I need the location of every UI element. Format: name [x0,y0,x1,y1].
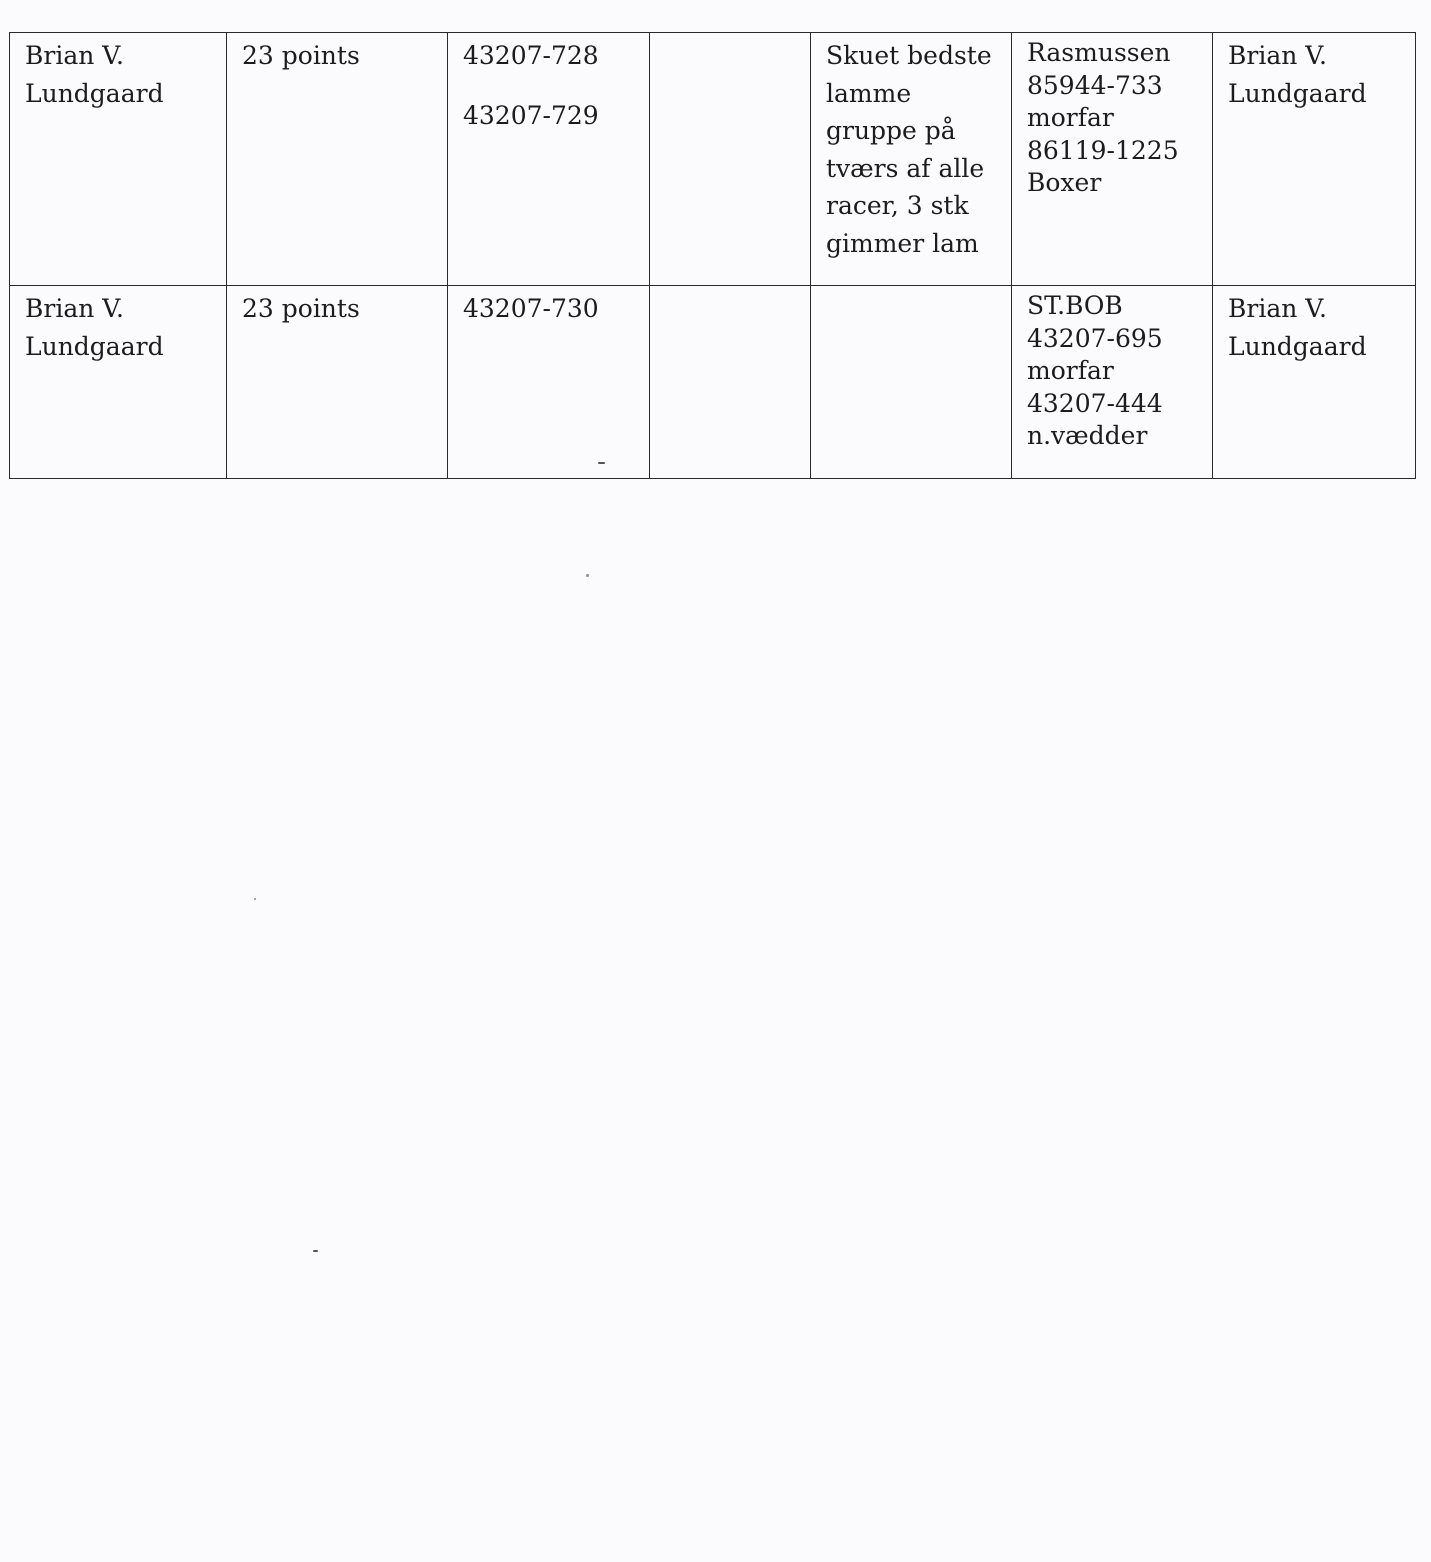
lineage-line: 43207-695 [1027,323,1163,353]
scan-speck [586,574,589,577]
description-cell [811,33,1012,286]
table-row [10,33,1416,286]
lineage-cell [1012,33,1213,286]
description-cell [811,286,1012,479]
points-cell [227,33,448,286]
ids-cell [448,33,650,286]
scan-speck [254,898,256,900]
owner-line: Lundgaard [25,78,164,108]
owner-cell [10,33,227,286]
lineage-line: Rasmussen [1027,38,1171,67]
table-row [10,286,1416,479]
points-text: 23 points [242,294,360,323]
empty-cell [650,33,811,286]
breeder-line: Brian V. [1228,294,1327,323]
description-line: lamme [826,78,912,108]
owner-line: Lundgaard [25,331,164,361]
empty-cell [650,286,811,479]
lineage-line: 43207-444 [1027,388,1163,418]
description-line: tværs af alle [826,153,985,183]
lineage-line: Boxer [1027,168,1102,197]
animal-id: 43207-729 [463,100,599,130]
document-table [9,32,1416,479]
breeder-cell [1213,286,1416,479]
animal-id: 43207-728 [463,41,599,70]
points-cell [227,286,448,479]
scan-speck [313,1250,318,1252]
animal-id: 43207-730 [463,294,599,323]
lineage-line: ST.BOB [1027,291,1123,320]
lineage-line: 85944-733 [1027,70,1163,100]
owner-cell [10,286,227,479]
breeder-line: Lundgaard [1228,78,1367,108]
scan-speck [598,462,605,464]
breeder-cell [1213,33,1416,286]
description-line: gimmer lam [826,228,979,258]
ids-cell [448,286,650,479]
points-text: 23 points [242,41,360,70]
lineage-line: morfar [1027,356,1114,385]
breeder-line: Lundgaard [1228,331,1367,361]
owner-line: Brian V. [25,294,124,323]
description-line: racer, 3 stk [826,191,969,220]
lineage-line: morfar [1027,103,1114,132]
lineage-cell [1012,286,1213,479]
owner-line: Brian V. [25,41,124,70]
description-line: Skuet bedste [826,41,992,70]
lineage-line: 86119-1225 [1027,135,1179,165]
lineage-line: n.vædder [1027,421,1148,450]
description-line: gruppe på [826,116,956,145]
breeder-line: Brian V. [1228,41,1327,70]
